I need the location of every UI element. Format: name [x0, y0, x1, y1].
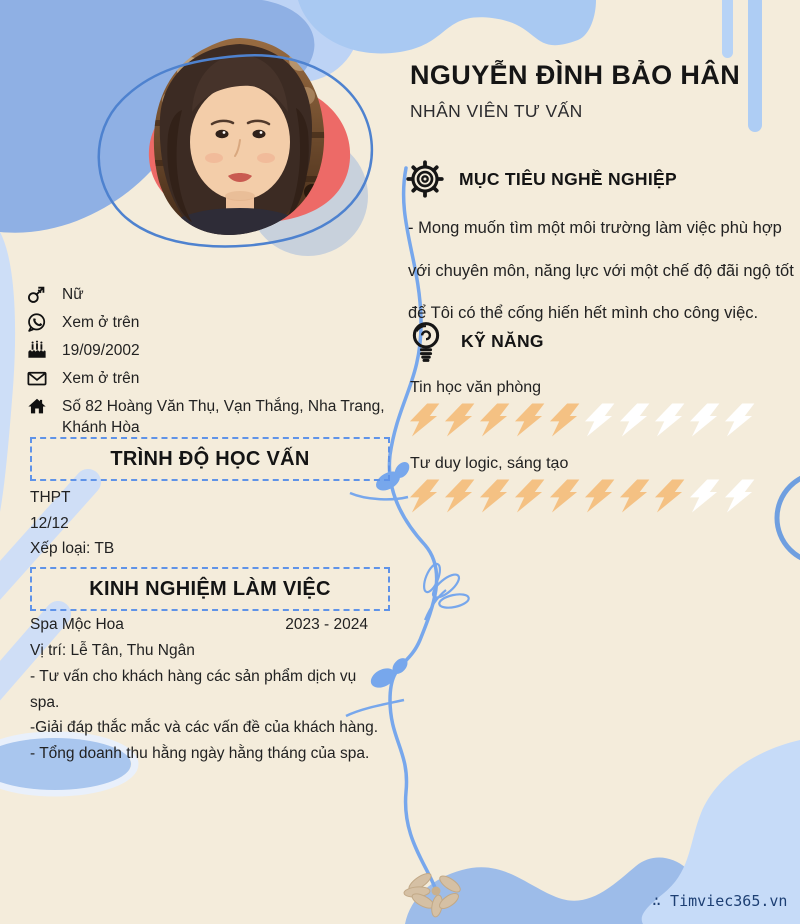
- education-line: THPT: [30, 489, 71, 506]
- experience-details: [30, 614, 390, 766]
- bolt-icon: [723, 403, 756, 437]
- drip-bar-long: [748, 0, 762, 132]
- bolt-icon: [548, 479, 581, 513]
- experience-bullet: - Tư vấn cho khách hàng các sản phẩm dịch vụ spa.: [30, 668, 357, 711]
- experience-position: Vị trí: Lễ Tân, Thu Ngân: [30, 642, 195, 659]
- bolt-icon: [618, 403, 651, 437]
- contact-item-phone: [26, 312, 396, 334]
- bolt-icon: [583, 479, 616, 513]
- email-icon: [26, 368, 48, 390]
- bolt-icon: [513, 479, 546, 513]
- candidate-job-title: NHÂN VIÊN TƯ VẤN: [410, 101, 583, 121]
- bolt-icon: [408, 479, 441, 513]
- lightbulb-icon: [406, 320, 446, 362]
- skill-rating-bolts: [408, 479, 756, 513]
- contact-info-list: [26, 284, 396, 444]
- contact-item-gender: [26, 284, 396, 306]
- contact-item-address: [26, 396, 396, 438]
- bolt-icon: [688, 479, 721, 513]
- skill-rating-bolts: [408, 403, 756, 437]
- phone-value: Xem ở trên: [62, 314, 140, 331]
- bolt-icon: [478, 479, 511, 513]
- contact-item-email: [26, 368, 396, 390]
- skills-heading: KỸ NĂNG: [461, 330, 544, 351]
- experience-heading: KINH NGHIỆM LÀM VIỆC: [89, 577, 331, 600]
- skill-label: Tư duy logic, sáng tạo: [410, 455, 569, 472]
- phone-icon: [26, 312, 48, 334]
- bolt-icon: [478, 403, 511, 437]
- candidate-name: NGUYỄN ĐÌNH BẢO HÂN: [410, 60, 741, 90]
- drip-bar-short: [722, 0, 733, 58]
- bolt-icon: [618, 479, 651, 513]
- experience-period: 2023 - 2024: [285, 616, 368, 633]
- bolt-icon: [443, 403, 476, 437]
- experience-section-box: [30, 567, 390, 611]
- birthday-icon: [26, 340, 48, 362]
- gear-icon: [406, 160, 444, 198]
- bolt-icon: [583, 403, 616, 437]
- education-heading: TRÌNH ĐỘ HỌC VẤN: [110, 447, 310, 470]
- experience-company: Spa Mộc Hoa: [30, 616, 124, 633]
- experience-bullet: - Tổng doanh thu hằng ngày hằng tháng của spa.: [30, 744, 370, 762]
- bolt-icon: [723, 479, 756, 513]
- gender-icon: [26, 284, 48, 306]
- bolt-icon: [688, 403, 721, 437]
- bolt-icon: [443, 479, 476, 513]
- skill-label: Tin học văn phòng: [410, 379, 542, 396]
- objective-section-header: [406, 160, 677, 198]
- contact-item-birthday: [26, 340, 396, 362]
- experience-bullets: [30, 664, 382, 766]
- bolt-icon: [513, 403, 546, 437]
- gender-value: Nữ: [62, 286, 84, 303]
- address-value: Số 82 Hoàng Văn Thụ, Vạn Thắng, Nha Trang, Khánh Hòa: [62, 398, 385, 436]
- objective-text: - Mong muốn tìm một môi trường làm việc phù hợp với chuyên môn, năng lực với một chế độ đãi ngộ tốt để Tôi có thể cống hiến hết mình cho công việc.: [408, 219, 794, 322]
- top-wave-shape: [298, 0, 596, 53]
- skills-section-header: [406, 320, 544, 362]
- objective-heading: MỤC TIÊU NGHỀ NGHIỆP: [459, 168, 677, 189]
- right-edge-arc: [777, 473, 800, 563]
- education-line: 12/12: [30, 514, 69, 532]
- bolt-icon: [653, 479, 686, 513]
- bolt-icon: [653, 403, 686, 437]
- education-details: [30, 485, 114, 562]
- birthday-value: 19/09/2002: [62, 342, 140, 359]
- experience-meta: [30, 614, 368, 636]
- bolt-icon: [548, 403, 581, 437]
- email-value: Xem ở trên: [62, 370, 140, 387]
- home-icon: [26, 396, 48, 418]
- experience-bullet: -Giải đáp thắc mắc và các vấn đề của khách hàng.: [30, 719, 379, 736]
- bolt-icon: [408, 403, 441, 437]
- brand-watermark[interactable]: ∴ Timviec365.vn: [652, 892, 788, 910]
- left-edge-sliver: [0, 232, 15, 512]
- leaf-cluster-outline: [421, 562, 470, 620]
- education-line: Xếp loại: TB: [30, 540, 115, 557]
